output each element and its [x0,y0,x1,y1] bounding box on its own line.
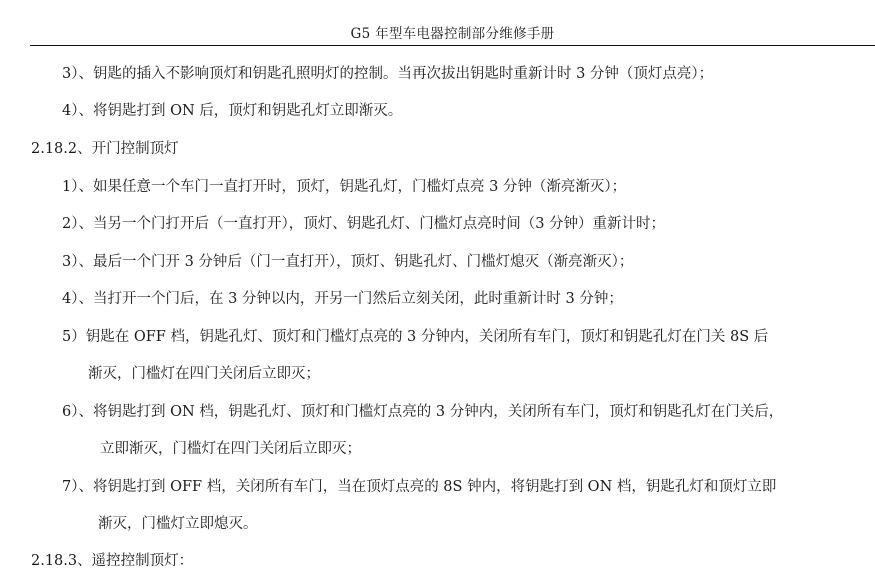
section-heading-2-18-3: 2.18.3、遥控控制顶灯： [31,553,194,569]
page-title: G5 年型车电器控制部分维修手册 [350,26,555,42]
page-header [30,0,875,46]
list-item-7-continued: 渐灭，门槛灯立即熄灭。 [98,516,258,532]
list-item-3-last-door: 3）、最后一个门开 3 分钟后（门一直打开），顶灯、钥匙孔灯、门槛灯熄灭（渐亮渐灭）； [62,254,634,270]
list-item-6-key-on: 6）、将钥匙打到 ON 档，钥匙孔灯、顶灯和门槛灯点亮的 3 分钟内，关闭所有车门，顶灯和钥匙孔灯在门关后， [62,404,784,420]
list-item-4-reopen-door: 4）、当打开一个门后，在 3 分钟以内，开另一门然后立刻关闭，此时重新计时 3 分钟； [62,291,623,307]
header-divider [30,45,875,46]
list-item-5-key-off: 5）钥匙在 OFF 档，钥匙孔灯、顶灯和门槛灯点亮的 3 分钟内，关闭所有车门，顶灯和钥匙孔灯在门关 8S 后 [62,329,769,345]
section-heading-2-18-2: 2.18.2、开门控制顶灯 [31,141,179,157]
list-item-5-continued: 渐灭，门槛灯在四门关闭后立即灭； [88,366,320,382]
list-item-6-continued: 立即渐灭，门槛灯在四门关闭后立即灭； [100,441,361,457]
list-item-7-key-off-8s: 7）、将钥匙打到 OFF 档，关闭所有车门，当在顶灯点亮的 8S 钟内，将钥匙打到 ON 档，钥匙孔灯和顶灯立即 [62,479,777,495]
list-item-1-door-open: 1）、如果任意一个车门一直打开时，顶灯，钥匙孔灯，门槛灯点亮 3 分钟（渐亮渐灭）； [62,179,627,195]
list-item-3-key-insert: 3）、钥匙的插入不影响顶灯和钥匙孔照明灯的控制。当再次拔出钥匙时重新计时 3 分钟（顶灯点亮）； [62,66,714,82]
list-item-2-another-door: 2）、当另一个门打开后（一直打开），顶灯、钥匙孔灯、门槛灯点亮时间（3 分钟）重新计时； [62,216,666,232]
list-item-4-key-on: 4）、将钥匙打到 ON 后，顶灯和钥匙孔灯立即渐灭。 [62,103,403,119]
